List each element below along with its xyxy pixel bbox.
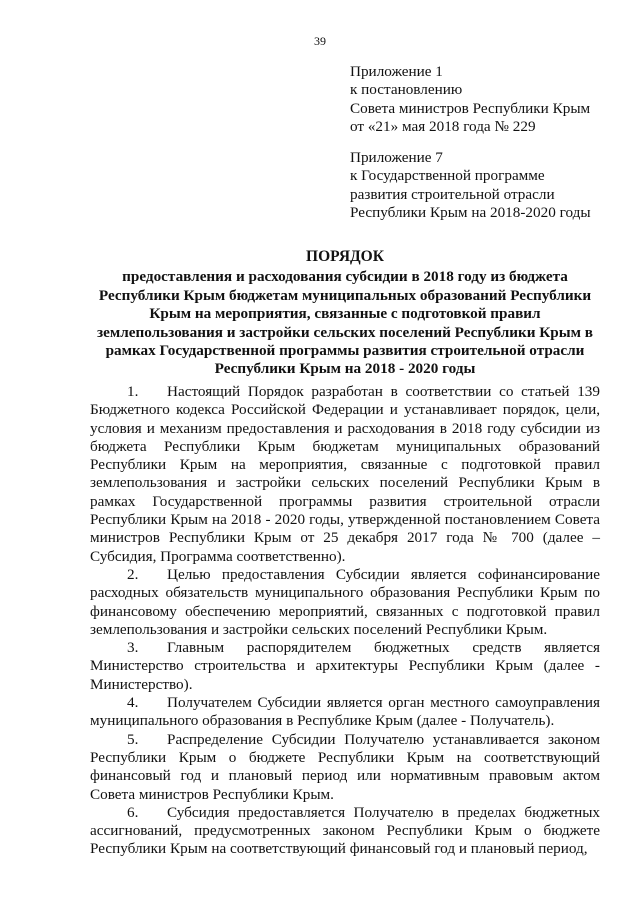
page-number: 39: [314, 34, 326, 48]
paragraph-number: 5.: [127, 730, 139, 748]
paragraph-text: Субсидия предоставляется Получателю в пределах бюджетных ассигнований, предусмотренных законом Республики Крым о бюджете Республики Крым на соответствующий финансовый год и плановый период,: [90, 803, 600, 858]
document-title: [90, 248, 600, 379]
paragraph-text: Распределение Субсидии Получателю устанавливается законом Республики Крым о бюджете Республики Крым на соответствующий финансовый год и плановый период или нормативным правовым актом Совета министров Республики Крым.: [90, 730, 600, 803]
appendix-7-line: развития строительной отрасли: [350, 185, 555, 203]
document-body: [90, 383, 600, 859]
paragraph-text: Получателем Субсидии является орган местного самоуправления муниципального образования в Республике Крым (далее - Получатель).: [90, 694, 600, 730]
paragraph-text: Главным распорядителем бюджетных средств является Министерство строительства и архитектуры Республики Крым (далее - Министерство).: [90, 639, 600, 693]
title-subtitle: предоставления и расходования субсидии в 2018 году из бюджета Республики Крым бюджетам муниципальных образований Республики Крым на мероприятия, связанные с подготовкой правил землепользования и застройки сельских поселений Республики Крым в рамках Государственной программы развития строительной отрасли Республики Крым на 2018 - 2020 годы: [97, 268, 593, 378]
title-heading: ПОРЯДОК: [306, 248, 384, 265]
paragraph-number: 6.: [127, 803, 139, 821]
paragraph: [90, 804, 600, 859]
paragraph-number: 4.: [127, 694, 139, 712]
paragraph-number: 2.: [127, 565, 139, 583]
appendix-1-block: [350, 63, 612, 136]
paragraph: [90, 383, 600, 566]
paragraph-text: Настоящий Порядок разработан в соответствии со статьей 139 Бюджетного кодекса Российской Федерации и устанавливает порядок, цели, условия и механизм предоставления и расходования в 2018 году субсидии из бюджета Республики Крым бюджетам муниципальных образований Республики Крым на мероприятия, связанные с подготовкой правил землепользования и застройки сельских поселений Республики Крым в рамках Государственной программы развития строительной отрасли Республики Крым на 2018 - 2020 годы, утвержденной постановлением Совета министров Республики Крым от 25 декабря 2017 года № 700 (далее – Субсидия, Программа соответственно).: [90, 383, 600, 565]
appendix-7-line: к Государственной программе: [350, 167, 545, 185]
paragraph: [90, 566, 600, 639]
appendix-1-line: Приложение 1: [350, 63, 443, 80]
paragraph: [90, 639, 600, 694]
appendix-1-line: от «21» мая 2018 года № 229: [350, 117, 536, 135]
paragraph-number: 3.: [127, 639, 139, 657]
appendix-1-line: к постановлению: [350, 81, 463, 99]
paragraph-text: Целью предоставления Субсидии является софинансирование расходных обязательств муниципального образования Республики Крым по финансовому обеспечению мероприятий, связанных с подготовкой правил землепользования и застройки сельских поселений Республики Крым.: [90, 565, 600, 638]
appendix-1-line: Совета министров Республики Крым: [350, 99, 591, 117]
paragraph-number: 1.: [127, 383, 139, 400]
appendix-7-line: Республики Крым на 2018-2020 годы: [350, 203, 591, 221]
paragraph: [90, 731, 600, 804]
appendix-7-block: [350, 149, 612, 222]
appendix-7-line: Приложение 7: [350, 149, 443, 166]
paragraph: [90, 694, 600, 731]
